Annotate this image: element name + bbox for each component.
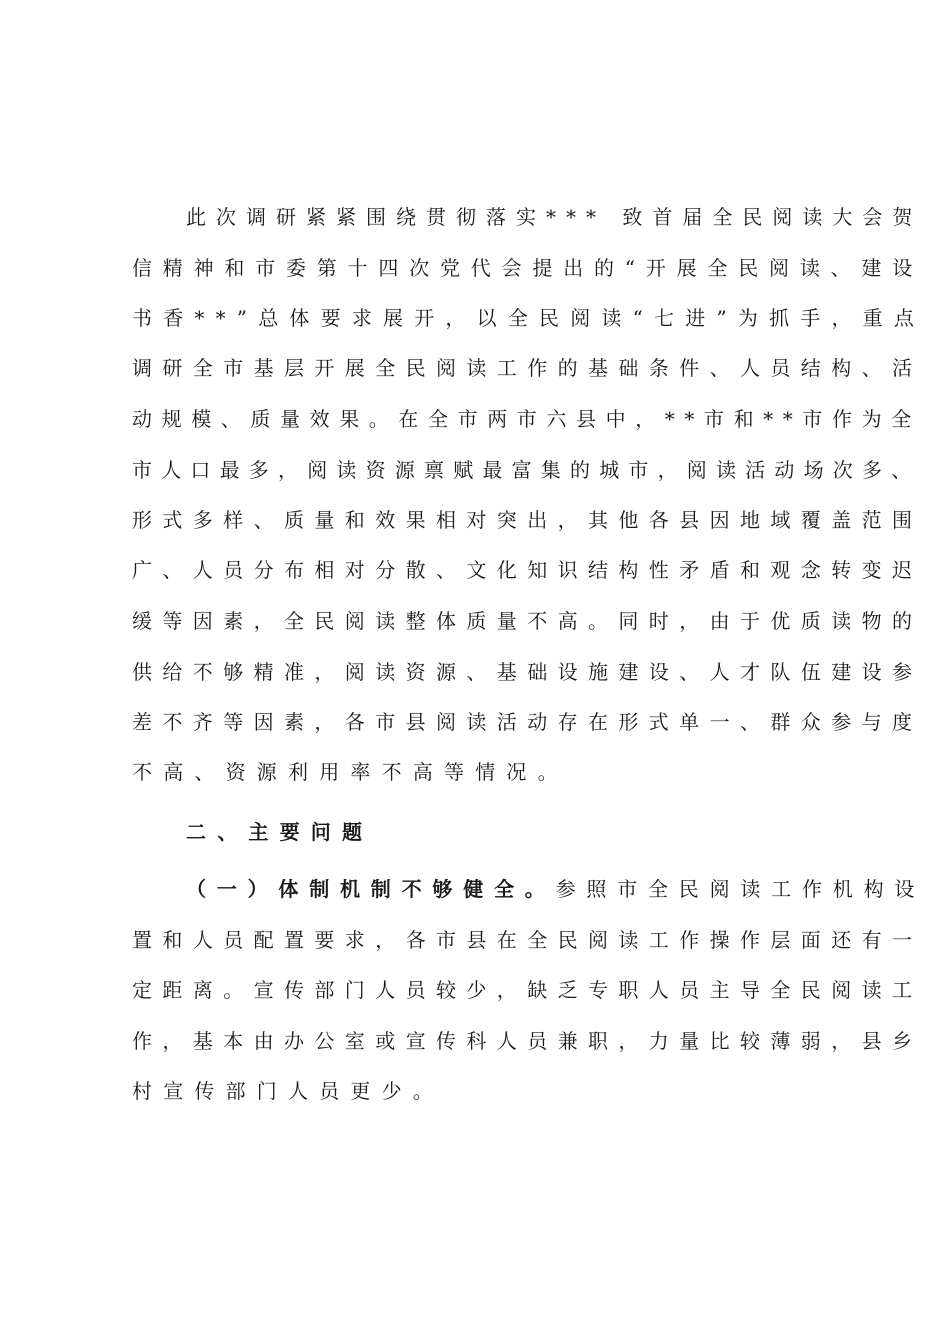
paragraph-line: 供给不够精准，阅读资源、基础设施建设、人才队伍建设参 bbox=[132, 660, 923, 684]
paragraph-line: 信精神和市委第十四次党代会提出的“开展全民阅读、建设 bbox=[132, 256, 924, 280]
paragraph-line: 广、人员分布相对分散、文化知识结构性矛盾和观念转变迟 bbox=[132, 558, 923, 582]
paragraph-line: 调研全市基层开展全民阅读工作的基础条件、人员结构、活 bbox=[132, 356, 923, 380]
paragraph-line: 作，基本由办公室或宣传科人员兼职，力量比较薄弱，县乡 bbox=[132, 1029, 923, 1053]
paragraph-line: 形式多样、质量和效果相对突出，其他各县因地域覆盖范围 bbox=[132, 508, 923, 532]
paragraph-line: 村宣传部门人员更少。 bbox=[132, 1079, 444, 1103]
paragraph-line: 差不齐等因素，各市县阅读活动存在形式单一、群众参与度 bbox=[132, 710, 923, 734]
paragraph-line: 置和人员配置要求，各市县在全民阅读工作操作层面还有一 bbox=[132, 928, 923, 952]
subsection-first-line bbox=[186, 874, 926, 904]
paragraph-line: 缓等因素，全民阅读整体质量不高。同时，由于优质读物的 bbox=[132, 609, 923, 633]
paragraph-line: 动规模、质量效果。在全市两市六县中，**市和**市作为全 bbox=[132, 407, 921, 431]
paragraph-line: 此次调研紧紧围绕贯彻落实*** 致首届全民阅读大会贺 bbox=[186, 205, 923, 229]
paragraph-line: 书香**”总体要求展开，以全民阅读“七进”为抓手，重点 bbox=[132, 306, 926, 330]
paragraph-line: 不高、资源利用率不高等情况。 bbox=[132, 760, 569, 784]
paragraph-line: 定距离。宣传部门人员较少，缺乏专职人员主导全民阅读工 bbox=[132, 978, 923, 1002]
subsection-title: （一）体制机制不够健全。 bbox=[186, 877, 556, 901]
subsection-first-line-text: 参照市全民阅读工作机构设 bbox=[555, 877, 926, 901]
section-heading: 二、主要问题 bbox=[186, 820, 374, 844]
paragraph-line: 市人口最多，阅读资源禀赋最富集的城市，阅读活动场次多、 bbox=[132, 458, 921, 482]
